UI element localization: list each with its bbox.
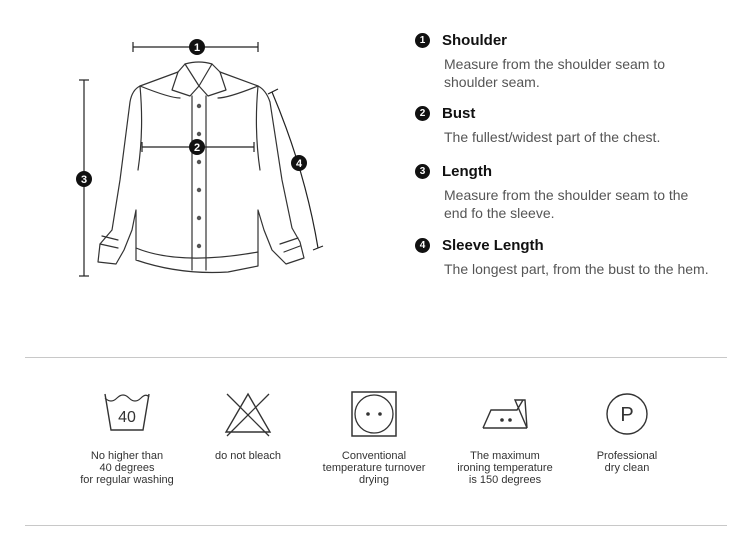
care-label: The maximum ironing temperature is 150 degrees	[457, 450, 553, 486]
dry-clean-p-icon	[603, 390, 651, 438]
num-badge: 1	[415, 33, 430, 48]
guide-title: Sleeve Length	[442, 237, 544, 254]
guide-title: Shoulder	[442, 32, 508, 49]
shirt-diagram	[60, 30, 350, 290]
do-not-bleach-icon	[223, 390, 273, 438]
divider-bottom	[25, 525, 727, 526]
guide-sleeve-length	[415, 237, 715, 278]
marker-4-label: 4	[295, 158, 303, 170]
care-iron	[440, 390, 570, 486]
care-dry-clean	[562, 390, 692, 474]
marker-3-label: 3	[80, 174, 88, 186]
guide-title: Length	[442, 163, 492, 180]
guide-desc: Measure from the shoulder seam to the end fo the sleeve.	[444, 187, 689, 221]
guide-shoulder	[415, 32, 715, 91]
care-label: Conventional temperature turnover drying	[322, 450, 426, 486]
num-badge: 3	[415, 164, 430, 179]
care-label: No higher than 40 degrees for regular washing	[80, 450, 174, 486]
care-bleach	[183, 390, 313, 462]
guide-bust	[415, 105, 715, 146]
marker-1-label: 1	[193, 42, 201, 54]
care-label: Professional dry clean	[596, 450, 658, 474]
num-badge: 2	[415, 106, 430, 121]
wash-40-icon	[102, 390, 152, 438]
divider-top	[25, 357, 727, 358]
care-wash	[62, 390, 192, 486]
num-badge: 4	[415, 238, 430, 253]
care-label: do not bleach	[214, 450, 282, 462]
care-dry	[309, 390, 439, 486]
guide-title: Bust	[442, 105, 476, 122]
wash-temp: 40	[118, 409, 136, 426]
iron-icon	[477, 390, 533, 438]
guide-desc: Measure from the shoulder seam to shoulder seam.	[444, 56, 665, 90]
dry-clean-letter: P	[620, 404, 634, 426]
guide-desc: The longest part, from the bust to the hem.	[444, 261, 709, 277]
tumble-dry-icon	[350, 390, 398, 438]
marker-2-label: 2	[193, 142, 201, 154]
guide-desc: The fullest/widest part of the chest.	[444, 129, 661, 145]
guide-length	[415, 163, 715, 222]
